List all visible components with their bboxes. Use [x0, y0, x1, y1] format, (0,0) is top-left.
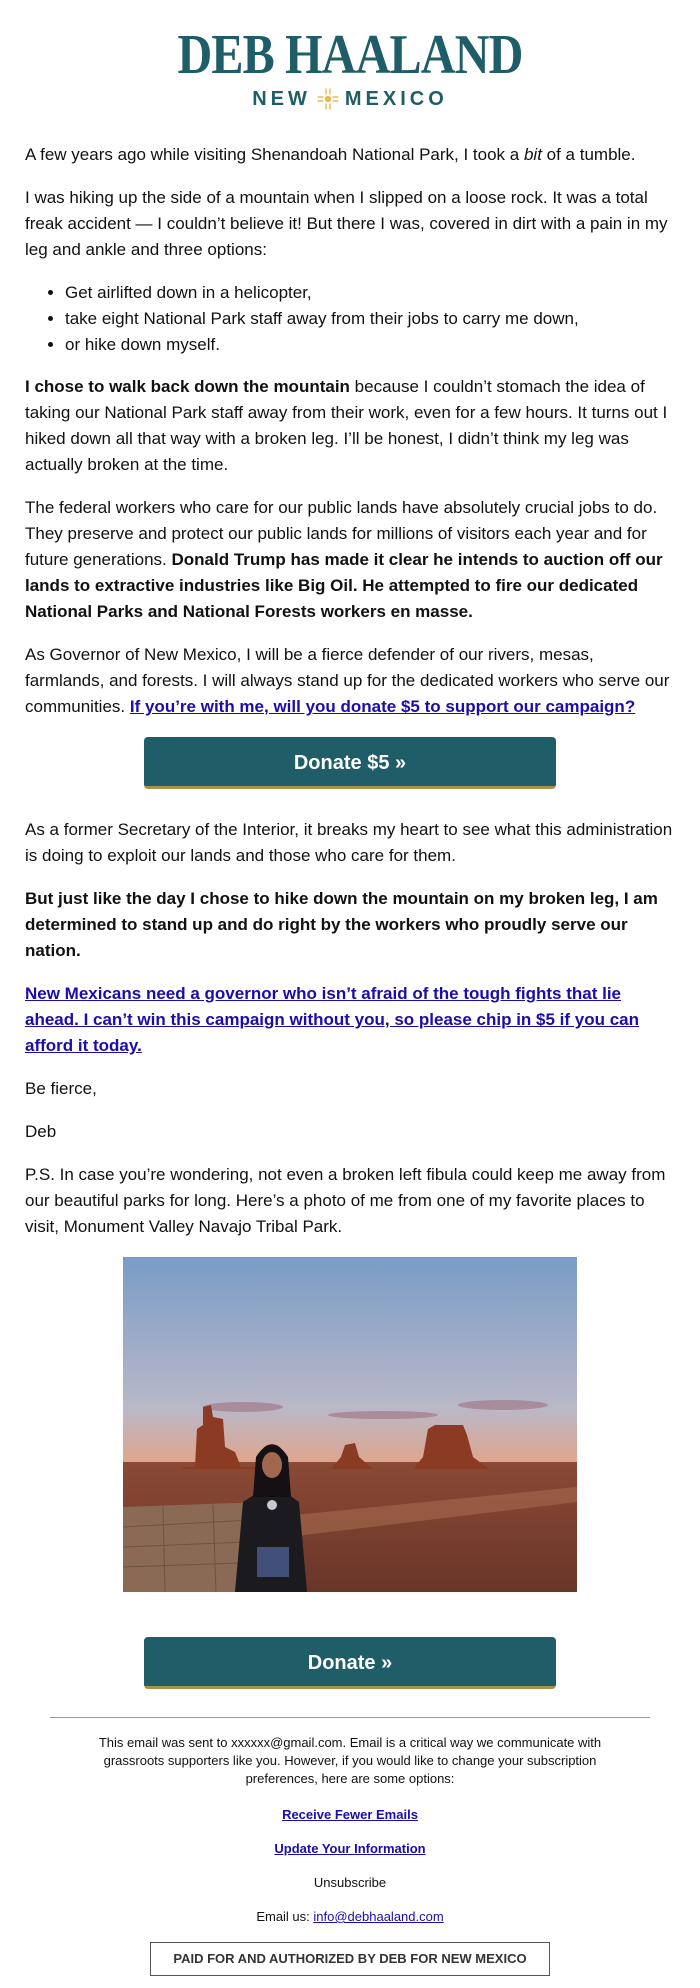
- donate-5-button-wrap: [25, 737, 675, 789]
- paid-for-disclaimer: PAID FOR AND AUTHORIZED BY DEB FOR NEW MEXICO: [150, 1942, 550, 1976]
- logo-name: DEB HAALAND: [177, 24, 523, 86]
- unsubscribe-text[interactable]: Unsubscribe: [313, 1875, 387, 1890]
- paragraph-secretary: As a former Secretary of the Interior, it breaks my heart to see what this administration is doing to exploit our lands and those who care for them.: [25, 820, 673, 865]
- zia-sun-icon: [317, 88, 339, 110]
- paragraph-governor: As Governor of New Mexico, I will be a fierce defender of our rivers, mesas, farmlands, and forests. I will always stand up for the dedicated workers who serve our communities. If you’re with me, will you donate $5 to support our campaign?: [25, 645, 670, 716]
- signature: Deb: [25, 1122, 57, 1141]
- list-item: • or hike down myself.: [65, 332, 675, 358]
- monument-valley-photo: [123, 1257, 577, 1592]
- chip-in-link[interactable]: New Mexicans need a governor who isn’t afraid of the tough fights that lie ahead. I can’t win this campaign without you, so please chip in $5 if you can afford it today.: [25, 984, 640, 1055]
- logo-mexico: MEXICO: [344, 88, 448, 110]
- donate-button[interactable]: Donate »: [144, 1637, 556, 1689]
- paragraph-choice: I chose to walk back down the mountain because I couldn’t stomach the idea of taking our National Park staff away from their work, even for a few hours. It turns out I hiked down all that way with a broken leg. I’ll be honest, I didn’t think my leg was actually broken at the time.: [25, 377, 668, 474]
- logo-new: NEW: [252, 88, 311, 110]
- update-information-link[interactable]: Update Your Information: [274, 1841, 426, 1856]
- signoff: Be fierce,: [25, 1079, 97, 1098]
- list-item: • take eight National Park staff away from their jobs to carry me down,: [65, 306, 675, 332]
- donate-5-button[interactable]: Donate $5 »: [144, 737, 556, 789]
- donate-button-wrap: [25, 1637, 675, 1689]
- emphasis-bit: bit: [523, 145, 542, 164]
- paragraph-accident: I was hiking up the side of a mountain when I slipped on a loose rock. It was a total freak accident — I couldn’t believe it! But there I was, covered in dirt with a pain in my leg and ankle and three options:: [25, 188, 668, 259]
- paragraph-determined: But just like the day I chose to hike down the mountain on my broken leg, I am determined to stand up and do right by the workers who proudly serve our nation.: [25, 889, 658, 960]
- campaign-logo: [25, 0, 675, 128]
- footer-divider: [50, 1717, 650, 1718]
- email-us-line: Email us: info@debhaaland.com: [256, 1909, 444, 1924]
- footer: [25, 1734, 675, 1976]
- paragraph-federal-workers: The federal workers who care for our public lands have absolutely crucial jobs to do. They preserve and protect our public lands for millions of visitors each year and for future generations. Donald Trump has made it clear he intends to auction off our lands to extractive industries like Big Oil. He attempted to fire our dedicated National Parks and National Forests workers en masse.: [25, 498, 663, 621]
- footer-text: This email was sent to xxxxxx@gmail.com. Email is a critical way we communicate with grassroots supporters like you. However, if you would like to change your subscription preferences, here are some options:: [98, 1735, 602, 1786]
- options-list: [25, 280, 675, 358]
- paragraph-ps: P.S. In case you’re wondering, not even a broken left fibula could keep me away from our beautiful parks for long. Here’s a photo of me from one of my favorite places to visit, Monument Valley Navajo Tribal Park.: [25, 1165, 666, 1236]
- email-us-link[interactable]: info@debhaaland.com: [313, 1909, 444, 1924]
- photo-wrap: [25, 1257, 675, 1597]
- paragraph-intro: A few years ago while visiting Shenandoah National Park, I took a bit of a tumble.: [25, 145, 636, 164]
- logo-subtitle: [25, 88, 675, 110]
- list-item: • Get airlifted down in a helicopter,: [65, 280, 675, 306]
- receive-fewer-emails-link[interactable]: Receive Fewer Emails: [282, 1807, 418, 1822]
- donate-text-link[interactable]: If you’re with me, will you donate $5 to support our campaign?: [129, 697, 636, 716]
- paragraph-chip-in: [25, 981, 675, 1059]
